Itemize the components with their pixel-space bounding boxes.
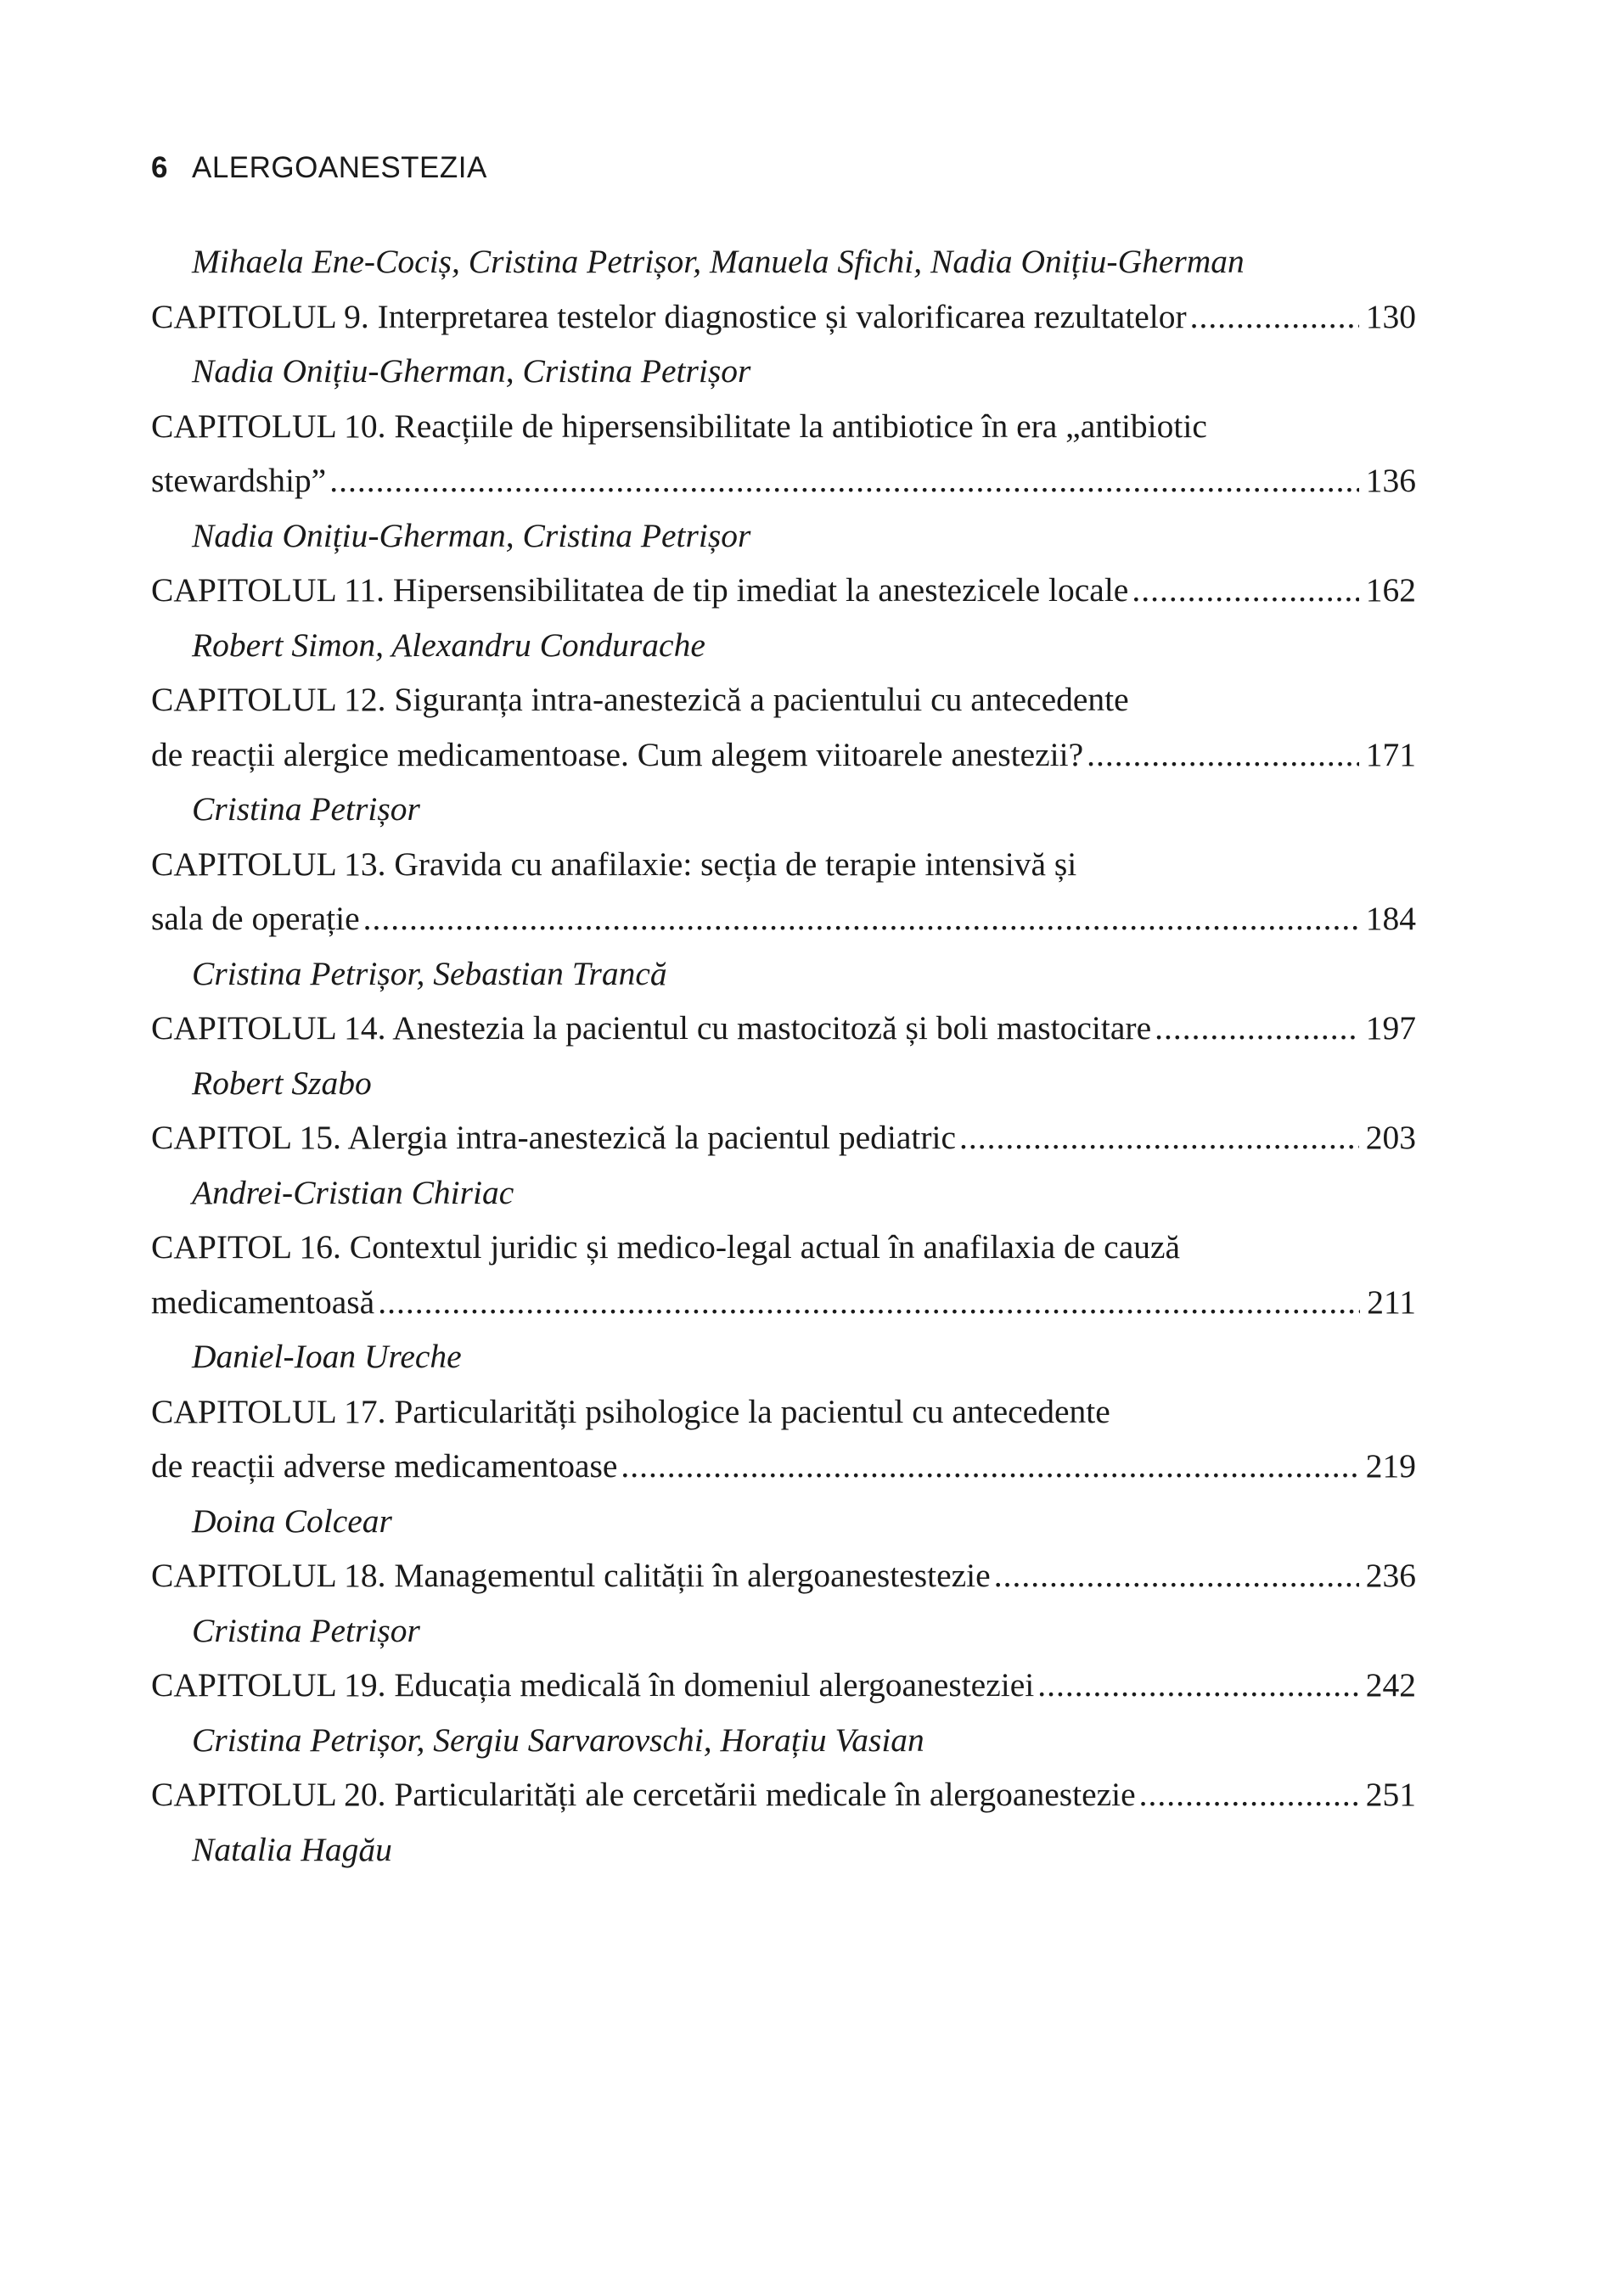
toc-entry-chapter-16[interactable] xyxy=(151,1275,1416,1330)
chapter-title: medicamentoasă xyxy=(151,1283,375,1321)
toc-entry-chapter-13[interactable] xyxy=(151,891,1416,946)
chapter-page-number: 219 xyxy=(1365,1447,1416,1485)
toc-entry-chapter-11[interactable] xyxy=(151,563,1416,618)
dot-leader xyxy=(621,1439,1358,1494)
chapter-authors: Mihaela Ene-Cociș, Cristina Petrișor, Manuela Sfichi, Nadia Onițiu-Gherman xyxy=(192,243,1245,280)
toc-entry-chapter-18[interactable] xyxy=(151,1548,1416,1603)
chapter-page-number: 251 xyxy=(1365,1776,1416,1813)
chapter-authors: Robert Simon, Alexandru Condurache xyxy=(192,626,705,664)
chapter-title: stewardship” xyxy=(151,462,327,499)
running-header xyxy=(151,151,487,185)
chapter-title-line: CAPITOLUL 13. Gravida cu anafilaxie: secția de terapie intensivă și xyxy=(151,845,1077,883)
chapter-page-number: 171 xyxy=(1365,735,1416,773)
chapter-title-line: CAPITOLUL 12. Siguranța intra-anestezică a pacientului cu antecedente xyxy=(151,681,1129,718)
chapter-title: CAPITOLUL 14. Anestezia la pacientul cu mastocitoză și boli mastocitare xyxy=(151,1009,1152,1047)
toc-entry-chapter-9[interactable] xyxy=(151,289,1416,345)
chapter-title: de reacții adverse medicamentoase xyxy=(151,1447,618,1485)
toc-entry-chapter-15[interactable] xyxy=(151,1110,1416,1165)
dot-leader xyxy=(1132,563,1358,618)
chapter-authors: Doina Colcear xyxy=(192,1502,392,1540)
chapter-title-line: CAPITOLUL 17. Particularități psihologice la pacientul cu antecedente xyxy=(151,1392,1110,1430)
chapter-authors: Cristina Petrișor xyxy=(192,790,420,828)
chapter-authors: Cristina Petrișor xyxy=(192,1611,420,1649)
dot-leader xyxy=(363,891,1359,946)
dot-leader xyxy=(1139,1767,1359,1822)
chapter-page-number: 203 xyxy=(1365,1119,1416,1156)
toc-entry-chapter-19[interactable] xyxy=(151,1658,1416,1713)
chapter-title: CAPITOL 15. Alergia intra-anestezică la pacientul pediatric xyxy=(151,1119,957,1156)
chapter-authors: Daniel-Ioan Ureche xyxy=(192,1338,462,1375)
table-of-contents xyxy=(151,234,1416,1877)
page-number: 6 xyxy=(151,151,168,184)
dot-leader xyxy=(1037,1658,1359,1713)
chapter-page-number: 236 xyxy=(1365,1557,1416,1594)
chapter-title: CAPITOLUL 18. Managementul calității în alergoanestestezie xyxy=(151,1557,991,1594)
chapter-authors: Nadia Onițiu-Gherman, Cristina Petrișor xyxy=(192,516,751,554)
chapter-page-number: 130 xyxy=(1365,297,1416,335)
chapter-authors: Robert Szabo xyxy=(192,1064,372,1102)
chapter-title: CAPITOLUL 20. Particularități ale cercetării medicale în alergoanestezie xyxy=(151,1776,1136,1813)
dot-leader xyxy=(1190,289,1359,345)
dot-leader xyxy=(378,1275,1360,1330)
chapter-authors: Cristina Petrișor, Sebastian Trancă xyxy=(192,954,667,992)
chapter-title: CAPITOLUL 9. Interpretarea testelor diagnostice și valorificarea rezultatelor xyxy=(151,297,1187,335)
toc-entry-chapter-12[interactable] xyxy=(151,727,1416,783)
dot-leader xyxy=(1087,727,1359,783)
chapter-page-number: 242 xyxy=(1365,1666,1416,1704)
toc-entry-chapter-14[interactable] xyxy=(151,1001,1416,1056)
chapter-title: CAPITOLUL 19. Educația medicală în domeniul alergoanesteziei xyxy=(151,1666,1035,1704)
chapter-title: de reacții alergice medicamentoase. Cum alegem viitoarele anestezii? xyxy=(151,735,1084,773)
chapter-title-line: CAPITOLUL 10. Reacțiile de hipersensibilitate la antibiotice în era „antibiotic xyxy=(151,407,1207,445)
toc-entry-chapter-10[interactable] xyxy=(151,453,1416,508)
chapter-authors: Andrei-Cristian Chiriac xyxy=(192,1173,514,1211)
running-title: ALERGOANESTEZIA xyxy=(191,151,487,184)
chapter-title: sala de operație xyxy=(151,900,360,937)
dot-leader xyxy=(959,1110,1359,1165)
dot-leader xyxy=(329,453,1359,508)
chapter-authors: Cristina Petrișor, Sergiu Sarvarovschi, Horațiu Vasian xyxy=(192,1721,924,1759)
chapter-page-number: 184 xyxy=(1365,900,1416,937)
dot-leader xyxy=(1155,1001,1359,1056)
toc-entry-chapter-20[interactable] xyxy=(151,1767,1416,1822)
chapter-authors: Natalia Hagău xyxy=(192,1830,392,1868)
chapter-page-number: 162 xyxy=(1365,571,1416,609)
chapter-authors: Nadia Onițiu-Gherman, Cristina Petrișor xyxy=(192,352,751,390)
chapter-page-number: 211 xyxy=(1367,1283,1416,1321)
chapter-title: CAPITOLUL 11. Hipersensibilitatea de tip imediat la anestezicele locale xyxy=(151,571,1129,609)
toc-entry-chapter-17[interactable] xyxy=(151,1439,1416,1494)
chapter-page-number: 197 xyxy=(1365,1009,1416,1047)
chapter-page-number: 136 xyxy=(1365,462,1416,499)
dot-leader xyxy=(994,1548,1359,1603)
chapter-title-line: CAPITOL 16. Contextul juridic și medico-legal actual în anafilaxia de cauză xyxy=(151,1228,1181,1266)
